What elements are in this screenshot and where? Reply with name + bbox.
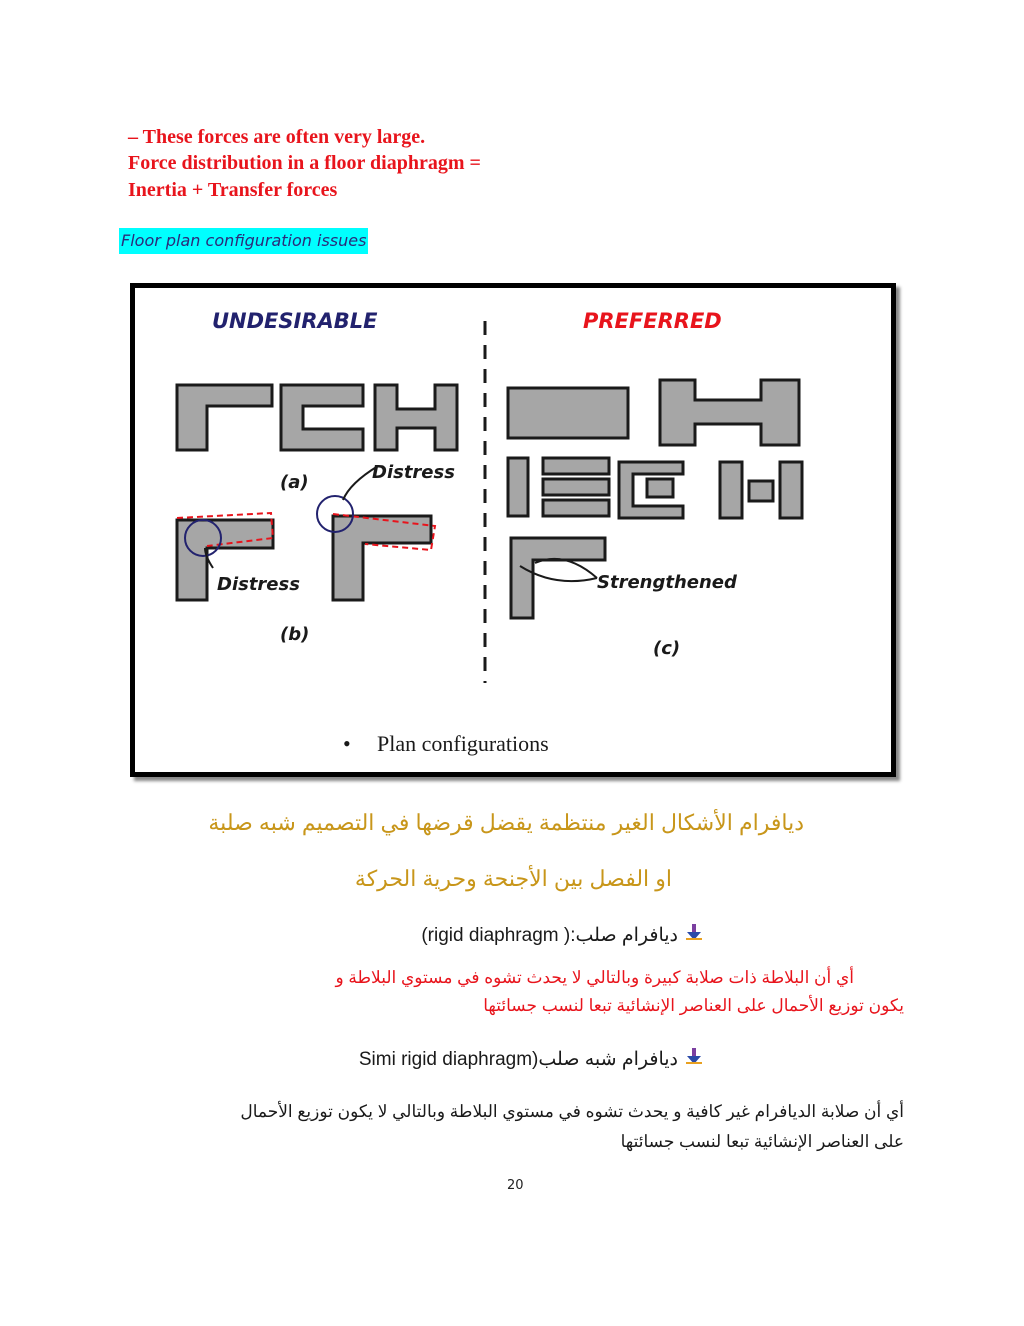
- rigid-heading-row: [421, 922, 704, 948]
- caption-bullet: •: [343, 731, 351, 756]
- shape-gamma: [177, 385, 272, 450]
- distress-label-top: Distress: [372, 462, 455, 483]
- shape-bar-1: [543, 458, 609, 474]
- semi-heading-row: [359, 1046, 704, 1072]
- rigid-line-1: أي أن البلاطة ذات صلابة كبيرة وبالتالي لا يحدث تشوه في مستوي البلاطة و: [335, 968, 854, 987]
- plan-configurations-figure: [130, 283, 896, 777]
- strengthened-label: Strengthened: [597, 572, 737, 593]
- arrow-down-icon: [684, 1046, 704, 1072]
- label-c: (c): [653, 638, 681, 659]
- rigid-line-2: يكون توزيع الأحمال على العناصر الإنشائية تبعا لنسب جسائتها: [483, 996, 904, 1015]
- semi-heading-text: ديافرام شبه صلب(Simi rigid diaphragm: [358, 1048, 678, 1070]
- shape-bar-3: [543, 500, 609, 516]
- rigid-heading-text: ديافرام صلب:( rigid diaphragm): [421, 924, 678, 946]
- semi-line-2: على العناصر الإنشائية تبعا لنسب جسائتها: [620, 1132, 904, 1151]
- label-a: (a): [280, 472, 309, 493]
- shape-bar-2: [543, 479, 609, 495]
- shape-wide-h: [660, 380, 799, 445]
- section-label: Floor plan configuration issues: [119, 228, 368, 254]
- figure-drawing: [135, 288, 891, 772]
- shape-rect: [508, 388, 628, 438]
- shape-h: [375, 385, 457, 450]
- intro-line-2: Force distribution in a floor diaphragm =: [128, 152, 481, 174]
- arabic-para-2: او الفصل بين الأجنحة وحرية الحركة: [354, 866, 672, 891]
- preferred-label: PREFERRED: [583, 309, 722, 333]
- intro-line-1: – These forces are often very large.: [128, 126, 426, 148]
- label-b: (b): [280, 624, 310, 645]
- figure-caption: Plan configurations: [377, 731, 549, 756]
- distress-label-bottom: Distress: [217, 574, 300, 595]
- intro-line-3: Inertia + Transfer forces: [128, 179, 338, 201]
- shape-c: [281, 385, 363, 450]
- shape-l-strengthened: [511, 538, 605, 618]
- arabic-para-1: ديافرام الأشكال الغير منتظمة يقضل قرضها في التصميم شبه صلبة: [208, 810, 804, 835]
- shape-bar-vertical: [508, 458, 528, 516]
- semi-line-1: أي أن صلابة الديافرام غير كافية و يحدث تشوه في مستوي البلاطة وبالتالي لا يكون توزيع الأحمال: [240, 1102, 904, 1121]
- undesirable-label: UNDESIRABLE: [212, 309, 378, 333]
- arrow-down-icon: [684, 922, 704, 948]
- page-number: 20: [507, 1178, 524, 1193]
- shape-l-right: [333, 516, 431, 600]
